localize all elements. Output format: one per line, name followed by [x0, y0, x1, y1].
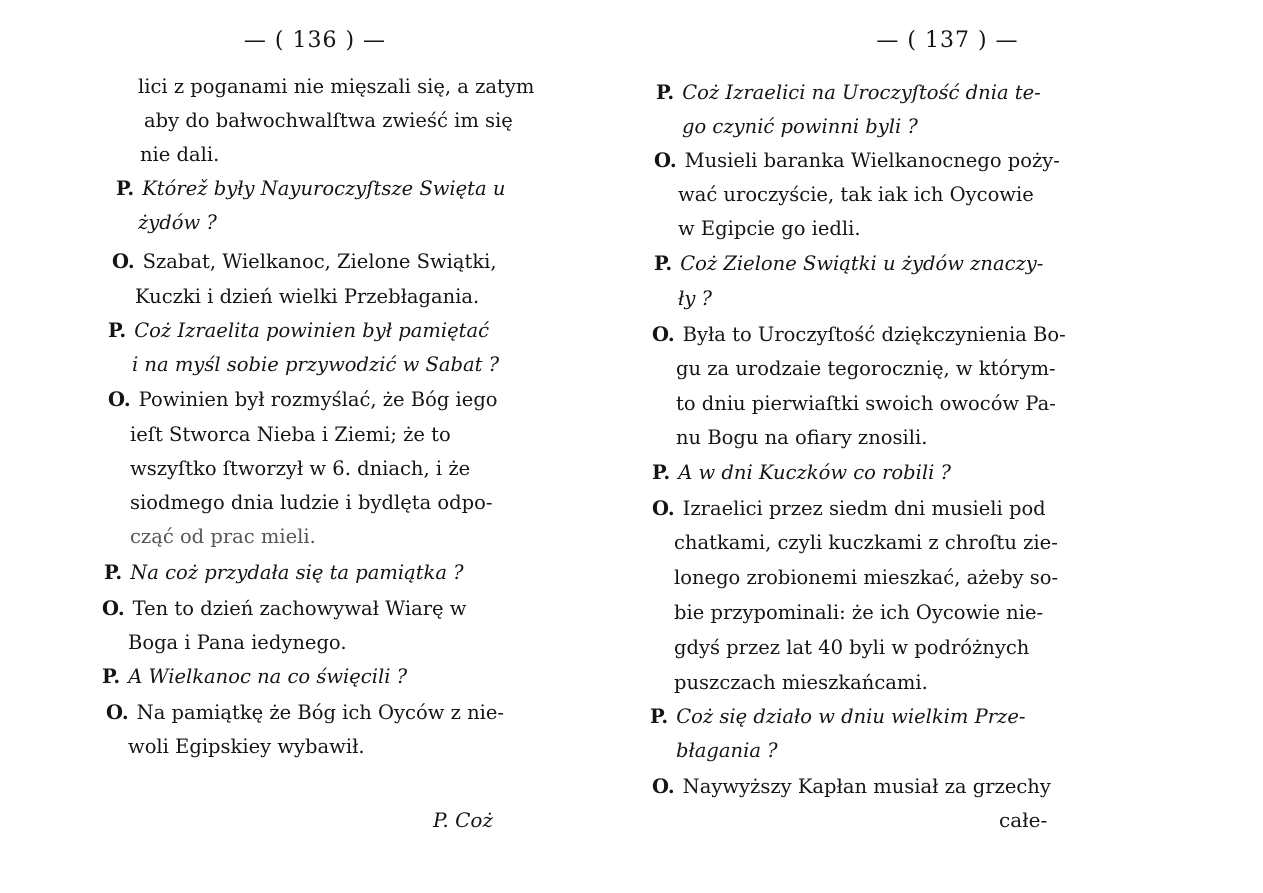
answer-text: Była to Uroczyſtość dziękczynienia Bo- [682, 323, 1066, 346]
answer-marker: O. [112, 250, 135, 273]
question-text: A Wielkanoc na co święcili ? [128, 665, 408, 688]
question-marker: P. [656, 81, 675, 104]
question-text-cont: ły ? [678, 287, 712, 310]
question-text: Coż Izraelici na Uroczyſtość dnia te- [682, 81, 1041, 104]
text-line: nu Bogu na ofiary znosili. [676, 426, 928, 449]
answer-line [654, 148, 1060, 174]
answer-text: Ten to dzień zachowywał Wiarę w [132, 597, 467, 620]
text-line: Kuczki i dzień wielki Przebłagania. [135, 285, 480, 308]
answer-text: Izraelici przez siedm dni musieli pod [682, 497, 1046, 520]
left-page [0, 0, 630, 893]
catchword: całe- [999, 808, 1048, 832]
question-text: Coż Zielone Swiątki u żydów znaczy- [680, 252, 1044, 275]
answer-line [652, 774, 1051, 800]
answer-marker: O. [652, 323, 675, 346]
text-line: lonego zrobionemi mieszkać, ażeby so- [674, 566, 1059, 589]
answer-line [106, 700, 504, 726]
question-marker: P. [108, 319, 127, 342]
question-text: Coż Izraelita powinien był pamiętać [134, 319, 489, 342]
answer-text: Na pamiątkę że Bóg ich Oyców z nie- [136, 701, 505, 724]
text-line: puszczach mieszkańcami. [674, 671, 928, 694]
text-line: woli Egipskiey wybawił. [128, 735, 365, 758]
answer-line [102, 596, 466, 622]
question-marker: P. [116, 177, 135, 200]
text-line: Boga i Pana iedynego. [128, 631, 347, 654]
text-line: wszyſtko ſtworzył w 6. dniach, i że [130, 457, 471, 480]
answer-text: Naywyższy Kapłan musiał za grzechy [682, 775, 1051, 798]
answer-text: Powinien był rozmyślać, że Bóg iego [138, 388, 498, 411]
question-text: A w dni Kuczków co robili ? [678, 461, 951, 484]
answer-text: Musieli baranka Wielkanocnego poży- [684, 149, 1060, 172]
question-marker: P. [650, 705, 669, 728]
answer-line [652, 322, 1066, 348]
question-marker: P. [102, 665, 121, 688]
question-line [654, 251, 1043, 277]
question-marker: P. [652, 461, 671, 484]
answer-marker: O. [652, 497, 675, 520]
answer-line [112, 249, 497, 275]
text-line: to dniu pierwiaſtki swoich owoców Pa- [676, 392, 1056, 415]
question-line [116, 176, 505, 202]
text-line: aby do bałwochwalſtwa zwieść im się [144, 109, 513, 132]
question-text-cont: i na myśl sobie przywodzić w Sabat ? [132, 353, 500, 376]
answer-marker: O. [108, 388, 131, 411]
answer-marker: O. [652, 775, 675, 798]
question-line [108, 318, 489, 344]
right-page [632, 0, 1263, 893]
question-text-cont: żydów ? [138, 211, 217, 234]
text-line: gu za urodzaie tegorocznię, w którym- [676, 357, 1056, 380]
question-text: Coż się działo w dniu wielkim Prze- [676, 705, 1026, 728]
answer-text: Szabat, Wielkanoc, Zielone Swiątki, [142, 250, 497, 273]
text-line: siodmego dnia ludzie i bydlęta odpo- [130, 491, 493, 514]
text-line: bie przypominali: że ich Oycowie nie- [674, 601, 1044, 624]
answer-line [652, 496, 1046, 522]
question-text-cont: błagania ? [676, 739, 778, 762]
page-header-136: — ( 136 ) — [243, 28, 387, 53]
answer-marker: O. [102, 597, 125, 620]
question-line [650, 704, 1025, 730]
text-line: lici z poganami nie mięszali się, a zatym [138, 75, 535, 98]
question-marker: P. [104, 561, 123, 584]
question-marker: P. [654, 252, 673, 275]
question-text-cont: go czynić powinni byli ? [682, 115, 918, 138]
page-header-137: — ( 137 ) — [876, 28, 1019, 53]
question-text: Na coż przydała się ta pamiątka ? [130, 561, 464, 584]
question-line [656, 80, 1041, 106]
text-line: nie dali. [140, 143, 220, 166]
catchword: P. Coż [433, 808, 493, 832]
text-line: w Egipcie go iedli. [678, 217, 861, 240]
text-line: wać uroczyście, tak iak ich Oycowie [678, 183, 1034, 206]
text-line: cząć od prac mieli. [130, 525, 316, 548]
answer-marker: O. [654, 149, 677, 172]
text-line: ieſt Stworca Nieba i Ziemi; że to [130, 423, 451, 446]
answer-line [108, 387, 498, 413]
text-line: gdyś przez lat 40 byli w podróżnych [674, 636, 1030, 659]
question-line [652, 460, 951, 486]
answer-marker: O. [106, 701, 129, 724]
question-line [102, 664, 407, 690]
question-text: Którež były Nayuroczyſtsze Swięta u [142, 177, 506, 200]
question-line [104, 560, 464, 586]
text-line: chatkami, czyli kuczkami z chroſtu zie- [674, 531, 1058, 554]
